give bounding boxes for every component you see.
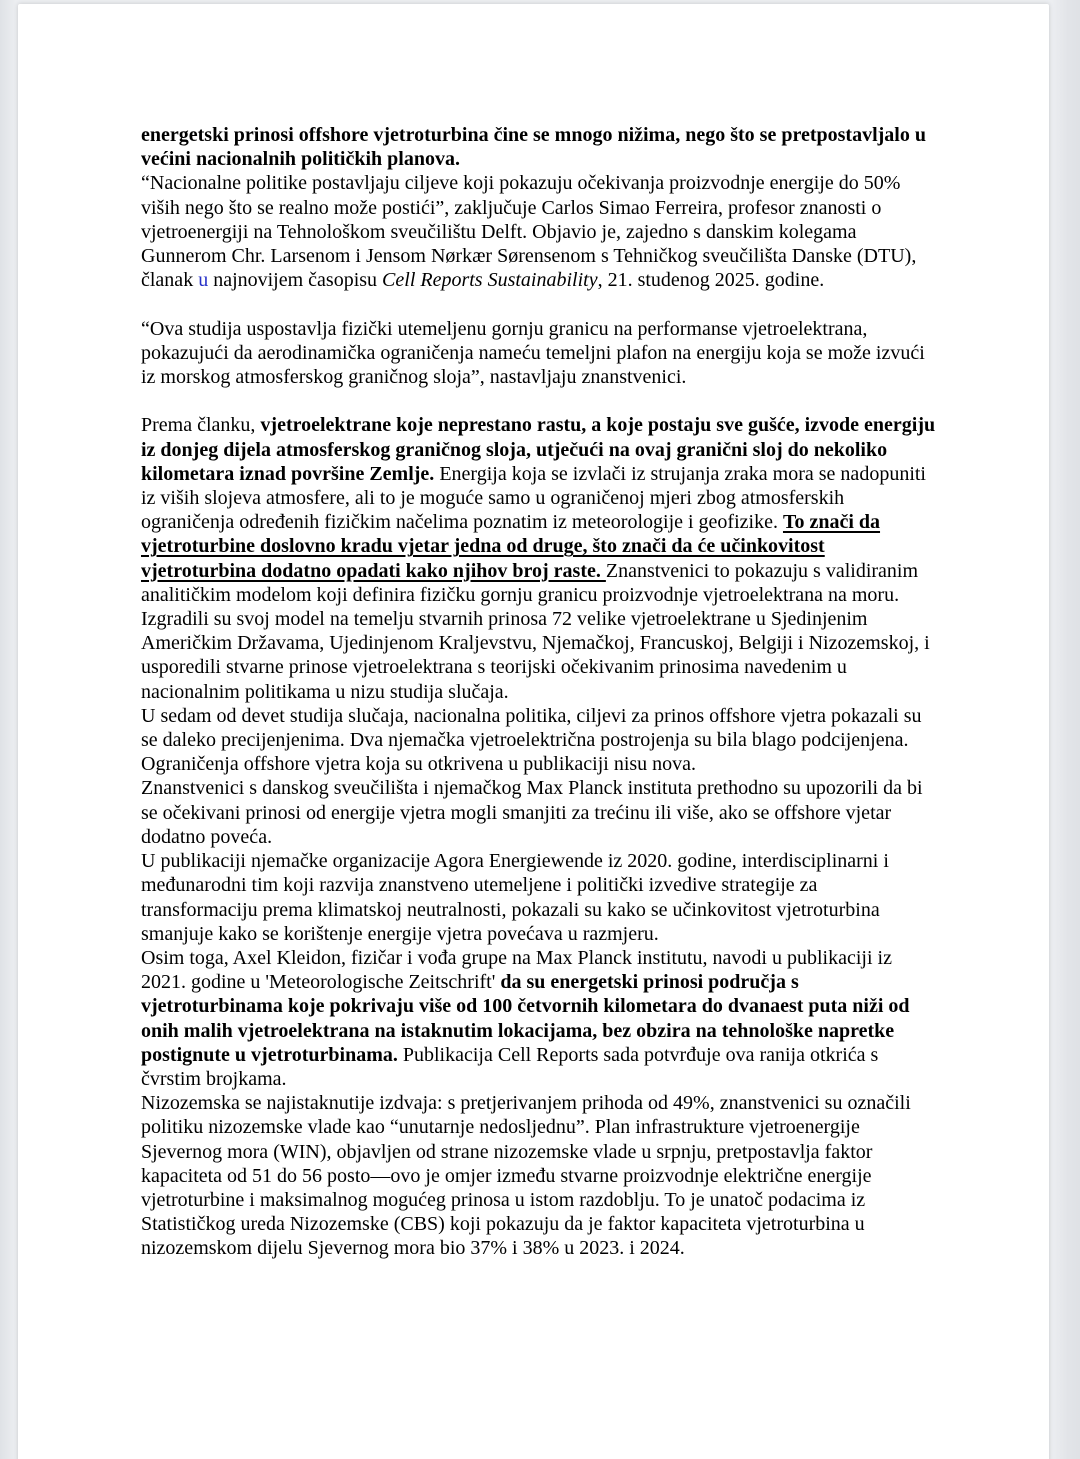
text-run: Znanstvenici s danskog sveučilišta i njemačkog Max Planck instituta prethodno su upozorili da bi se očekivani prinosi od energije vjetra mogli smanjiti za trećinu ili više, ako se offshore vjetar dodatno poveća. <box>141 777 923 848</box>
text-run: U sedam od devet studija slučaja, nacionalna politika, ciljevi za prinos offshore vjetra pokazali su se daleko precijenjenima. Dva njemačka vjetroelektrična postrojenja su bila blago podcijenjena. Ograničenja offshore vjetra koja su otkrivena u publikaciji nisu nova. <box>141 704 922 776</box>
text-run: Cell Reports Sustainability <box>382 269 598 292</box>
text-run: da su energetski prinosi područja s vjetroturbinama koje pokrivaju više od 100 četvornih kilometara do dvanaest puta niži od onih malih vjetroelektrana na istaknutim lokacijama, bez obzira na tehnološke napretke postignute u vjetroturbinama. <box>141 971 910 1066</box>
blank-line <box>141 389 937 413</box>
paragraph-max-planck <box>141 776 937 849</box>
text-run: , 21. studenog 2025. godine. <box>597 269 825 292</box>
text-run: Prema članku, <box>141 414 261 437</box>
paragraph-kleidon <box>141 946 937 1091</box>
text-run: Publikacija Cell Reports sada potvrđuje ova ranija otkrića s čvrstim brojkama. <box>141 1043 879 1090</box>
text-run: Znanstvenici to pokazuju s validiranim analitičkim modelom koji definira fizičku gornju granicu proizvodnje vjetroelektrana na moru. <box>141 559 919 606</box>
paragraph-nizozemska <box>141 1091 937 1260</box>
paragraph-model <box>141 607 937 704</box>
document-page <box>18 4 1049 1459</box>
lead-bold-paragraph <box>141 123 937 171</box>
text-run: Energija koja se izvlači iz strujanja zraka mora se nadopuniti iz viših slojeva atmosfere, ali to je moguće samo u ograničenoj mjeri zbog atmosferskih ograničenja određenih fizičkim načelima poznatim iz meteorologije i geofizike. <box>141 462 926 534</box>
blank-line <box>141 292 937 316</box>
text-run: vjetroelektrane koje neprestano rastu, a koje postaju sve gušće, izvode energiju iz donjeg dijela atmosferskog graničnog sloja, utječući na ovaj granični sloj do nekoliko kilometara iznad površine Zemlje. <box>141 414 936 485</box>
text-run: Osim toga, Axel Kleidon, fizičar i vođa grupe na Max Planck institutu, navodi u publikaciji iz 2021. godine u 'Meteorologische Zeitschrift' <box>141 946 892 994</box>
text-run: energetski prinosi offshore vjetroturbina čine se mnogo nižima, nego što se pretpostavljalo u većini nacionalnih političkih planova. <box>141 124 926 171</box>
text-run: Nizozemska se najistaknutije izdvaja: s pretjerivanjem prihoda od 49%, znanstvenici su označili politiku nizozemske vlade kao “unutarnje nedosljednu”. Plan infrastrukture vjetroenergije Sjevernog mora (WIN), objavljen od strane nizozemske vlade u srpnju, pretpostavlja faktor kapaciteta od 51 do 56 posto—ovo je omjer između stvarne proizvodnje električne energije vjetroturbine i maksimalnog mogućeg prinosa u istom razdoblju. To je unatoč podacima iz Statističkog ureda Nizozemske (CBS) koji pokazuju da je faktor kapaciteta vjetroturbina u nizozemskom dijelu Sjevernog mora bio 37% i 38% u 2023. i 2024. <box>141 1092 911 1260</box>
text-run: U publikaciji njemačke organizacije Agora Energiewende iz 2020. godine, interdisciplinarni i međunarodni tim koji razvija znanstveno utemeljene i politički izvedive strategije za transformaciju prema klimatskoj neutralnosti, pokazali su kako se učinkovitost vjetroturbina smanjuje kako se korištenje energije vjetra povećava u razmjeru. <box>141 850 889 945</box>
inline-link[interactable]: u <box>198 269 209 292</box>
quote-paragraph-study <box>141 317 937 390</box>
text-run: Izgradili su svoj model na temelju stvarnih prinosa 72 velike vjetroelektrane u Sjedinjenim Američkim Državama, Ujedinjenom Kraljevstvu, Njemačkoj, Francuskoj, Belgiji i Nizozemskoj, i usporedili stvarne prinose vjetroelektrana s teorijski očekivanim prinosima navedenim u nacionalnim politikama u nizu studija slučaja. <box>141 608 930 703</box>
document-body <box>18 4 1049 1261</box>
quote-paragraph-ferreira <box>141 171 937 292</box>
text-run: “Ova studija uspostavlja fizički utemeljenu gornju granicu na performanse vjetroelektrana, pokazujući da aerodinamička ograničenja nameću temeljni plafon na energiju koja se može izvući iz morskog atmosferskog graničnog sloja”, nastavljaju znanstvenici. <box>141 317 925 389</box>
paragraph-sedam-od-devet <box>141 704 937 777</box>
text-run: To znači da vjetroturbine doslovno kradu vjetar jedna od druge, što znači da će učinkovitost vjetroturbina dodatno opadati kako njihov broj raste. <box>141 511 881 582</box>
paragraph-agora <box>141 849 937 946</box>
text-run: “Nacionalne politike postavljaju ciljeve koji pokazuju očekivanja proizvodnje energije do 50% viših nego što se realno može postići”, zaključuje Carlos Simao Ferreira, profesor znanosti o vjetroenergiji na Tehnološkom sveučilištu Delft. Objavio je, zajedno s danskim kolegama Gunnerom Chr. Larsenom i Jensom Nørkær Sørensenom s Tehničkog sveučilišta Danske (DTU), članak <box>141 172 917 292</box>
text-run: najnovijem časopisu <box>208 269 383 292</box>
paragraph-prema-clanku <box>141 413 937 607</box>
